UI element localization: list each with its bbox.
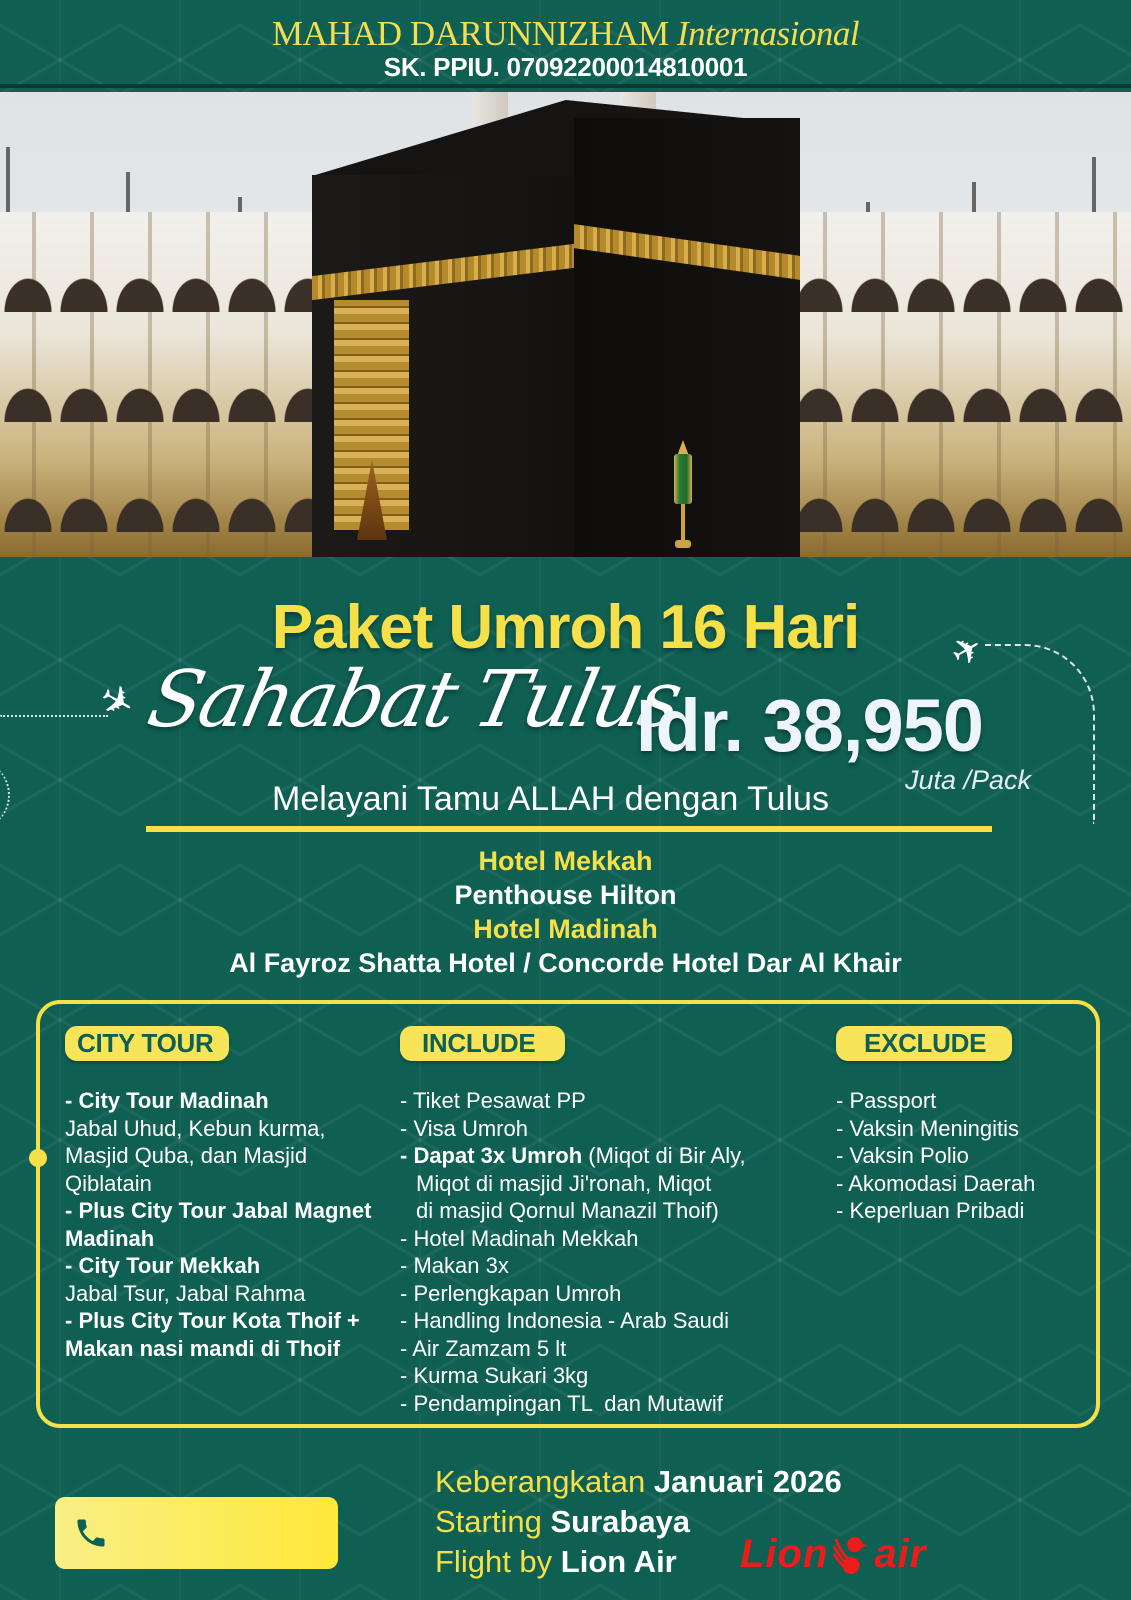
departure-date: Keberangkatan Januari 2026: [435, 1464, 842, 1499]
mosque-colonnade-left: [0, 212, 320, 557]
list-item: - Vaksin Meningitis: [836, 1115, 1019, 1141]
city-tour-list: [65, 1087, 385, 1362]
list-item: - Handling Indonesia - Arab Saudi: [400, 1308, 729, 1333]
list-item: - City Tour Mekkah Jabal Tsur, Jabal Rahma: [65, 1253, 306, 1306]
phone-contact-button[interactable]: [55, 1497, 338, 1569]
package-details-box: [36, 1000, 1100, 1428]
list-item: - City Tour Madinah Jabal Uhud, Kebun kurma, Masjid Quba, dan Masjid Qiblatain: [65, 1088, 326, 1196]
city-tour-column: [65, 1026, 385, 1362]
hero-image-kaaba: [0, 92, 1131, 557]
price-unit: Juta /Pack: [905, 765, 1032, 795]
tagline-underline: [146, 826, 992, 832]
hotel-info: [0, 844, 1131, 980]
airplane-icon: ✈: [943, 625, 991, 676]
list-item: - Vaksin Polio: [836, 1143, 969, 1168]
include-badge: INCLUDE: [400, 1026, 565, 1061]
exclude-badge: EXCLUDE: [836, 1026, 1012, 1061]
list-item: - Akomodasi Daerah: [836, 1170, 1036, 1196]
tagline: Melayani Tamu ALLAH dengan Tulus: [272, 780, 829, 818]
airline: Flight by Lion Air: [435, 1544, 677, 1579]
organization-name: [0, 14, 1131, 54]
lion-air-logo: Lion air: [740, 1532, 926, 1579]
package-name: Sahabat Tulus: [140, 655, 688, 745]
organization-name-suffix: Internasional: [677, 14, 860, 53]
exclude-list: [836, 1087, 1096, 1225]
list-item: - Plus City Tour Jabal Magnet Madinah: [65, 1198, 372, 1251]
list-item: - Makan 3x: [400, 1253, 509, 1278]
lantern: [672, 440, 694, 550]
list-item: - Dapat 3x Umroh (Miqot di Bir Aly, Miqot di masjid Ji'ronah, Miqot di masjid Qornul Manazil Thoif): [400, 1143, 746, 1223]
list-item: - Hotel Madinah Mekkah: [400, 1225, 639, 1251]
include-list: [400, 1087, 820, 1417]
hotel-mekkah-name: Penthouse Hilton: [454, 880, 677, 910]
dotted-flight-path: [0, 715, 108, 717]
organization-name-main: MAHAD DARUNNIZHAM: [271, 14, 669, 53]
list-item: - Plus City Tour Kota Thoif + Makan nasi mandi di Thoif: [65, 1308, 360, 1361]
package-title: Paket Umroh 16 Hari: [271, 593, 860, 662]
include-column: [400, 1026, 820, 1417]
price: Idr. 38,950: [636, 684, 983, 767]
list-item: - Keperluan Pribadi: [836, 1198, 1025, 1223]
list-item: - Perlengkapan Umroh: [400, 1280, 622, 1306]
decorative-dot: [29, 1149, 47, 1167]
list-item: - Visa Umroh: [400, 1115, 528, 1141]
lion-bird-icon: [832, 1533, 870, 1579]
mosque-colonnade-right: [791, 212, 1131, 557]
phone-icon: [73, 1515, 109, 1551]
city-tour-badge: CITY TOUR: [65, 1026, 229, 1061]
hotel-madinah-name: Al Fayroz Shatta Hotel / Concorde Hotel Dar Al Khair: [229, 948, 902, 978]
exclude-column: [836, 1026, 1096, 1225]
hotel-mekkah-label: Hotel Mekkah: [478, 846, 653, 876]
hotel-madinah-label: Hotel Madinah: [473, 914, 658, 944]
license-number: SK. PPIU. 07092200014810001: [383, 52, 748, 82]
list-item: - Tiket Pesawat PP: [400, 1088, 586, 1113]
list-item: - Air Zamzam 5 lt: [400, 1335, 567, 1361]
kaaba: [312, 100, 800, 557]
list-item: - Passport: [836, 1088, 937, 1113]
list-item: - Pendampingan TL dan Mutawif: [400, 1390, 723, 1416]
airplane-icon: ✈: [91, 674, 143, 730]
list-item: - Kurma Sukari 3kg: [400, 1363, 589, 1388]
header: [0, 0, 1131, 88]
departure-city: Starting Surabaya: [435, 1504, 691, 1539]
